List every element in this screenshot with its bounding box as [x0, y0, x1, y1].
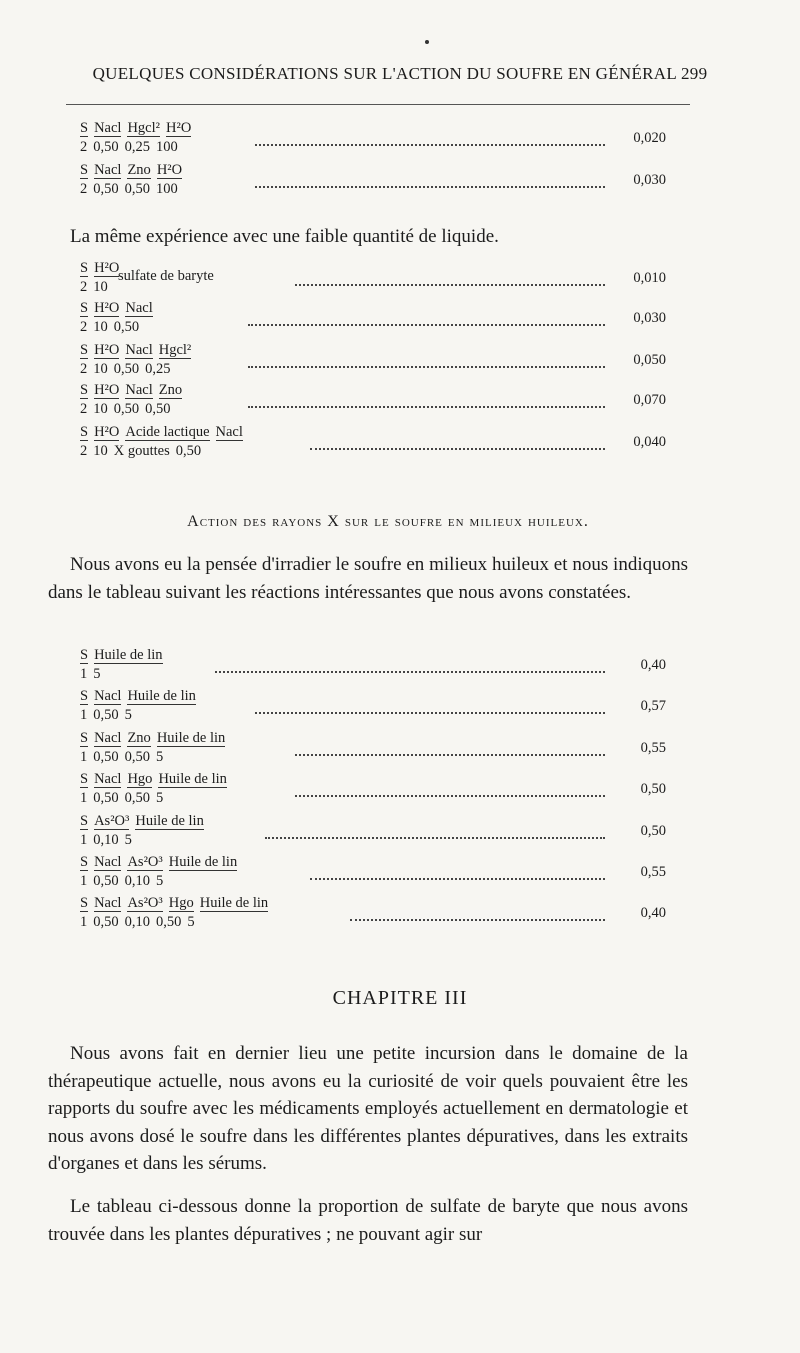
formula-denominator: [80, 914, 201, 931]
formula-term: S: [80, 895, 89, 911]
formula-term: Huile de lin: [135, 813, 204, 829]
formula-row: [80, 424, 720, 464]
formula-quantity: 0,50: [93, 181, 119, 197]
paragraph-chapter-tableau: Le tableau ci-dessous donne la proportion de sulfate de baryte que nous avons trouvée dans les plantes dépuratives ; ne pouvant agir sur: [48, 1196, 688, 1245]
formula-quantity: 2: [80, 181, 88, 197]
formula-term: As²O³: [94, 813, 130, 829]
formula-quantity: 0,50: [156, 914, 182, 930]
formula-numerator: [80, 382, 188, 399]
result-value: 0,50: [640, 781, 666, 797]
formula-denominator: [80, 707, 138, 724]
formula-term: S: [80, 854, 89, 870]
formula-term: Hgcl²: [127, 120, 160, 136]
formula-quantity: 0,50: [93, 914, 119, 930]
inline-label: sulfate de baryte: [118, 268, 214, 284]
formula-denominator: [80, 361, 177, 378]
formula-term: S: [80, 342, 89, 358]
formula-term: S: [80, 813, 89, 829]
chapter-title: CHAPITRE III: [332, 987, 468, 1009]
formula-quantity: 0,50: [124, 181, 150, 197]
formula-term: Nacl: [125, 300, 153, 316]
formula-quantity: 1: [80, 749, 88, 765]
formula-numerator: [80, 120, 197, 137]
running-title: QUELQUES CONSIDÉRATIONS SUR L'ACTION DU SOUFRE EN GÉNÉRAL: [92, 64, 677, 83]
formula-term: H²O: [94, 300, 120, 316]
page-mark: [425, 40, 429, 44]
formula-quantity: 5: [124, 707, 132, 723]
formula-term: Huile de lin: [156, 730, 226, 746]
formula-row: [80, 300, 720, 340]
formula-quantity: 0,25: [124, 139, 150, 155]
formula-term: S: [80, 647, 89, 663]
section-title: Action des rayons X sur le soufre en milieux huileux.: [187, 513, 589, 530]
dot-leader: [248, 356, 605, 368]
formula-term: H²O: [94, 342, 120, 358]
header-rule: [66, 104, 690, 105]
formula-term: H²O: [166, 120, 192, 136]
formula-quantity: 2: [80, 361, 88, 377]
formula-quantity: 10: [93, 319, 108, 335]
formula-quantity: 2: [80, 319, 88, 335]
dot-leader: [265, 827, 605, 839]
dot-leader: [310, 438, 605, 450]
formula-quantity: 0,10: [124, 914, 150, 930]
formula-numerator: [80, 730, 231, 747]
result-value: 0,020: [633, 130, 666, 146]
formula-quantity: 5: [156, 873, 164, 889]
formula-term: Huile de lin: [94, 647, 163, 663]
result-value: 0,070: [633, 392, 666, 408]
formula-term: Nacl: [94, 895, 122, 911]
formula-row: [80, 771, 720, 811]
formula-quantity: 1: [80, 914, 88, 930]
formula-quantity: 5: [124, 832, 132, 848]
result-value: 0,55: [640, 740, 666, 756]
formula-term: As²O³: [127, 895, 163, 911]
formula-term: Nacl: [94, 854, 122, 870]
paragraph-irradiation: Nous avons eu la pensée d'irradier le soufre en milieux huileux et nous indiquons dans le tableau suivant les réactions intéressantes que nous avons constatées.: [48, 554, 688, 603]
result-value: 0,030: [633, 310, 666, 326]
formula-row: [80, 342, 720, 382]
formula-term: S: [80, 382, 89, 398]
formula-numerator: [80, 688, 202, 705]
result-value: 0,55: [640, 864, 666, 880]
formula-quantity: 1: [80, 707, 88, 723]
result-value: 0,50: [640, 823, 666, 839]
dot-leader: [215, 661, 605, 673]
formula-term: Hgcl²: [158, 342, 192, 358]
formula-row: [80, 162, 720, 202]
formula-quantity: 1: [80, 790, 88, 806]
formula-term: S: [80, 771, 89, 787]
formula-term: S: [80, 300, 89, 316]
formula-denominator: [80, 181, 184, 198]
formula-term: Zno: [158, 382, 183, 398]
formula-quantity: X gouttes: [113, 443, 170, 459]
formula-quantity: 0,50: [175, 443, 202, 459]
formula-term: S: [80, 162, 89, 178]
formula-quantity: 5: [156, 749, 164, 765]
formula-denominator: [80, 401, 177, 418]
formula-numerator: [80, 647, 169, 664]
dot-leader: [295, 274, 605, 286]
result-value: 0,40: [640, 657, 666, 673]
formula-quantity: 0,50: [93, 707, 119, 723]
formula-quantity: 0,50: [124, 790, 150, 806]
result-value: 0,030: [633, 172, 666, 188]
formula-quantity: 0,50: [113, 319, 140, 335]
formula-quantity: 0,50: [145, 401, 171, 417]
formula-denominator: [80, 666, 107, 683]
formula-term: H²O: [156, 162, 183, 178]
formula-row: [80, 730, 720, 770]
formula-term: S: [80, 688, 89, 704]
formula-term: Nacl: [94, 730, 122, 746]
formula-term: S: [80, 424, 89, 440]
formula-quantity: 2: [80, 279, 88, 295]
formula-quantity: 0,25: [145, 361, 171, 377]
formula-row: [80, 647, 720, 687]
formula-numerator: [80, 854, 243, 871]
formula-quantity: 0,10: [124, 873, 150, 889]
formula-quantity: 10: [93, 279, 108, 295]
formula-term: H²O: [94, 260, 120, 276]
formula-quantity: 0,50: [93, 749, 119, 765]
formula-denominator: [80, 749, 169, 766]
formula-denominator: [80, 279, 114, 296]
formula-term: Hgo: [168, 895, 194, 911]
formula-numerator: [80, 162, 188, 179]
paragraph-meme-experience: La même expérience avec une faible quantité de liquide.: [70, 226, 499, 247]
dot-leader: [350, 909, 605, 921]
result-value: 0,57: [640, 698, 666, 714]
formula-term: Huile de lin: [158, 771, 227, 787]
formula-quantity: 0,50: [93, 790, 119, 806]
formula-denominator: [80, 832, 138, 849]
result-value: 0,010: [633, 270, 666, 286]
formula-numerator: [80, 424, 249, 441]
formula-quantity: 5: [187, 914, 195, 930]
formula-row: [80, 120, 720, 160]
formula-quantity: 10: [93, 401, 108, 417]
running-head: [60, 64, 740, 84]
formula-quantity: 0,50: [93, 139, 119, 155]
formula-denominator: [80, 443, 207, 460]
formula-quantity: 10: [93, 361, 108, 377]
dot-leader: [255, 702, 605, 714]
formula-quantity: 1: [80, 873, 88, 889]
formula-quantity: 1: [80, 666, 88, 682]
formula-quantity: 0,50: [93, 873, 119, 889]
formula-numerator: [80, 300, 159, 317]
formula-denominator: [80, 873, 169, 890]
formula-term: Acide lactique: [125, 424, 210, 440]
formula-denominator: [80, 139, 184, 156]
dot-leader: [295, 744, 605, 756]
dot-leader: [248, 314, 605, 326]
formula-denominator: [80, 790, 169, 807]
formula-quantity: 2: [80, 443, 88, 459]
formula-quantity: 2: [80, 401, 88, 417]
formula-row: [80, 382, 720, 422]
formula-quantity: 1: [80, 832, 88, 848]
dot-leader: [310, 868, 605, 880]
formula-row: [80, 813, 720, 853]
formula-quantity: 0,10: [93, 832, 119, 848]
formula-term: S: [80, 120, 89, 136]
formula-quantity: 0,50: [113, 401, 140, 417]
formula-term: H²O: [94, 382, 120, 398]
formula-numerator: [80, 342, 197, 359]
formula-term: Huile de lin: [127, 688, 196, 704]
formula-term: Nacl: [94, 688, 122, 704]
formula-term: Nacl: [215, 424, 243, 440]
result-value: 0,040: [633, 434, 666, 450]
formula-row: [80, 854, 720, 894]
formula-quantity: 0,50: [113, 361, 140, 377]
formula-quantity: 5: [156, 790, 164, 806]
formula-term: Nacl: [125, 382, 153, 398]
dot-leader: [248, 396, 605, 408]
formula-numerator: [80, 813, 210, 830]
formula-quantity: 5: [93, 666, 101, 682]
formula-term: Hgo: [127, 771, 153, 787]
formula-term: Huile de lin: [168, 854, 238, 870]
formula-numerator: [80, 895, 274, 912]
formula-row: [80, 688, 720, 728]
formula-term: Zno: [127, 730, 151, 746]
formula-term: Nacl: [94, 162, 122, 178]
formula-term: Nacl: [94, 771, 122, 787]
dot-leader: [255, 134, 605, 146]
paragraph-chapter-intro: Nous avons fait en dernier lieu une petite incursion dans le domaine de la thérapeutique actuelle, nous avons eu la curiosité de voir quels pouvaient être les rapports du soufre avec les médicaments employés actuellement en dermatologie et nous avons dosé le soufre dans les différentes plantes dépuratives, dans les extraits d'organes et dans les sérums.: [48, 1043, 688, 1174]
formula-term: Nacl: [125, 342, 153, 358]
page-number: 299: [681, 64, 708, 83]
result-value: 0,40: [640, 905, 666, 921]
dot-leader: [255, 176, 605, 188]
formula-term: S: [80, 730, 89, 746]
formula-numerator: [80, 771, 233, 788]
formula-term: Huile de lin: [199, 895, 269, 911]
formula-quantity: 2: [80, 139, 88, 155]
formula-denominator: [80, 319, 145, 336]
formula-term: H²O: [94, 424, 120, 440]
formula-quantity: 0,50: [124, 749, 150, 765]
formula-row: [80, 260, 720, 300]
formula-term: Zno: [127, 162, 151, 178]
formula-quantity: 10: [93, 443, 108, 459]
formula-term: As²O³: [127, 854, 163, 870]
formula-row: [80, 895, 720, 935]
formula-quantity: 100: [156, 181, 178, 197]
dot-leader: [295, 785, 605, 797]
result-value: 0,050: [633, 352, 666, 368]
formula-quantity: 100: [156, 139, 178, 155]
formula-term: S: [80, 260, 89, 276]
formula-term: Nacl: [94, 120, 122, 136]
